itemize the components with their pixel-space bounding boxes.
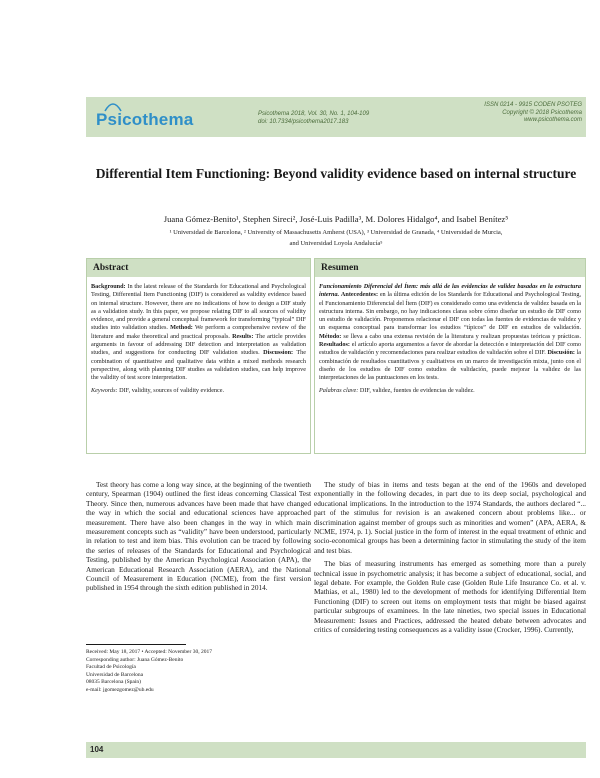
body-paragraph: The study of bias in items and tests began at the end of the 1960s and developed exponentially in the following decades, in part due to its deep social, psychological and educational implications. In the introduction to the 1974 Standards, the authors declared “... part of the stimulus for revision is an awakened concern about problems like... or discrimination against member of groups such as minorities and women” (APA, AERA, & NCME, 1974, p. 1). Social justice in the form of interest in the equal treatment of ethnic and socio-economical groups has been a determining factor in stimulating the study of the item and test bias. — [314, 480, 586, 555]
abstract-method: We perform a comprehensive review of the literature and make theoretical and practical proposals. — [91, 324, 306, 340]
issn: ISSN 0214 - 9915 CODEN PSOTEG — [484, 102, 582, 108]
abstract-box — [86, 258, 311, 454]
body-column-right — [314, 480, 586, 639]
journal-volume: Psicothema 2018, Vol. 30, No. 1, 104-109 — [258, 111, 370, 117]
resumen-body — [315, 277, 585, 395]
resumen-keywords-label: Palabras clave: — [319, 386, 359, 394]
abstract-label-method: Method: — [170, 324, 193, 332]
journal-doi: doi: 10.7334/psicothema2017.183 — [258, 119, 349, 125]
affiliations-line-2: and Universidad Loyola Andalucía⁵ — [289, 240, 383, 247]
resumen-label-metodo: Método: — [319, 332, 342, 340]
footnote-corresponding: Corresponding author: Juana Gómez-Benito — [86, 656, 184, 663]
website: www.psicothema.com — [523, 117, 582, 123]
footnote-postal: 08035 Barcelona (Spain) — [86, 679, 141, 686]
affiliations — [86, 227, 586, 249]
paper-title: Differential Item Functioning: Beyond validity evidence based on internal structure — [95, 166, 577, 181]
resumen-antecedentes: en la última edición de los Standards for Educational and Psychological Testing, el Funcionamiento Diferencial del Ítem (DIF) es considerado como una evidencia de validez basada en la estructura interna. Sin embargo, no hay indicaciones claras sobre cómo diseñar un estudio de DIF como un estudio de validación. Proponemos relacionar el DIF con todas las fuentes de evidencias de validez y un esquema conceptual para transformar los estudios “típicos” de DIF en estudios de validación. — [319, 291, 582, 332]
resumen-discusion: la combinación de resultados cuantitativos y cualitativos en un marco de investigación mixta, junto con el diseño de los estudios de DIF como estudios de validación, puede mejorar la validez de las interpretaciones de las puntuaciones en los tests. — [319, 349, 582, 382]
abstract-background: In the latest release of the Standards for Educational and Psychological Testing, Differential Item Functioning (DIF) is considered as validity evidence based on internal structure. However, there are no indications of how to design a DIF study as a validation study. In this paper, we propose relating DIF to all sources of validity evidence, and provide a general conceptual framework for transforming “typical” DIF studies into validation studies. — [91, 283, 306, 332]
abstract-results: The article provides arguments in favour of addressing DIF detection and interpretation as validation studies, and suggestions for conducting DIF validation studies. — [91, 332, 307, 357]
footnote-faculty: Facultad de Psicología — [86, 664, 136, 671]
resumen-title-es: Funcionamiento Diferencial del Ítem: más allá de las evidencias de validez basadas en la estructura interna. — [319, 283, 581, 299]
footnote-received: Received: May 18, 2017 • Accepted: November 30, 2017 — [86, 649, 212, 655]
abstract-keywords-label: Keywords: — [91, 386, 118, 394]
resumen-label-resultados: Resultados: — [319, 341, 350, 349]
resumen-label-antecedentes: Antecedentes: — [340, 291, 379, 299]
footnote-university: Universidad de Barcelona — [86, 671, 144, 678]
body-paragraph: The bias of measuring instruments has emerged as something more than a purely technical issue in psychometric analysis; it has become a subject of educational, social, and legal debate. For example, the Golden Rule case (Golden Rule Life Insurance Co. et al. v. Mathias, et al., 1980) led to the development of methods for identifying Differential Item Functioning (DIF) to screen out items on employment tests that might be biased against particular subgroups of examinees. In the late nineties, two special issues in Educational Measurement: Issues and Practices, addressed the heated debate between advocates and critics of considering testing consequences as a validity issue (Crocker, 1996). Currently, — [314, 559, 586, 635]
footnote-email: e-mail: jgomezgomez@ub.edu — [86, 686, 154, 693]
abstract-body — [87, 277, 310, 395]
journal-logo: Psicothema — [96, 110, 194, 129]
copyright: Copyright © 2018 Psicothema — [502, 109, 582, 116]
footnote-rule — [86, 644, 186, 645]
abstract-label-results: Results: — [232, 332, 254, 340]
resumen-resultados: el artículo aporta argumentos a favor de abordar la detección e interpretación del DIF como estudios de validación y recomendaciones para realizar estudios de validación sobre el DIF. — [319, 341, 582, 357]
resumen-keywords: DIF, validez, fuentes de evidencias de validez. — [359, 386, 475, 394]
abstract-heading: Abstract — [87, 259, 310, 277]
authors: Juana Gómez-Benito¹, Stephen Sireci², José-Luis Padilla³, M. Dolores Hidalgo⁴, and Isabel Benítez⁵ — [163, 214, 509, 224]
abstract-keywords: DIF, validity, sources of validity evidence. — [119, 386, 225, 394]
resumen-label-discusion: Discusión: — [547, 349, 575, 357]
footnote — [86, 649, 311, 695]
abstract-label-discussion: Discussion: — [263, 349, 294, 357]
resumen-metodo: se lleva a cabo una extensa revisión de la literatura y realizan propuestas teóricas y prácticas. — [343, 332, 581, 340]
page-number: 104 — [90, 745, 104, 754]
affiliations-line-1: ¹ Universidad de Barcelona, ² University of Massachusetts Amherst (USA), ³ Universidad de Granada, ⁴ Universidad de Murcia, — [169, 229, 503, 236]
resumen-heading: Resumen — [315, 259, 585, 277]
body-paragraph: Test theory has come a long way since, at the beginning of the twentieth century, Spearman (1904) outlined the first ideas concerning Classical Test Theory. Since then, numerous advances have been made that have changed the way in which the social and educational sciences have approached measurement. There have also been changes in the way in which main measurement concepts such as “validity” have been understood, particularly in relation to test and item bias. This evolution can be traced by following the series of releases of the Standards for Educational and Psychological Testing, published by the American Psychological Association (APA), the American Educational Research Association (AERA), and the National Council of Measurement in Education (NCME), from the first version published in 1954 through the sixth edition published in 2014. — [86, 480, 311, 593]
page-footer-band — [86, 742, 586, 758]
journal-citation — [258, 110, 418, 126]
body-column-left — [86, 480, 311, 597]
resumen-box — [314, 258, 586, 454]
abstract-discussion: The combination of quantitative and qualitative data within a mixed methods research perspective, along with planning DIF studies as validation studies, can help improve the validity of test score interpretation. — [91, 349, 307, 382]
issn-block — [432, 102, 582, 125]
abstract-label-background: Background: — [91, 283, 126, 290]
